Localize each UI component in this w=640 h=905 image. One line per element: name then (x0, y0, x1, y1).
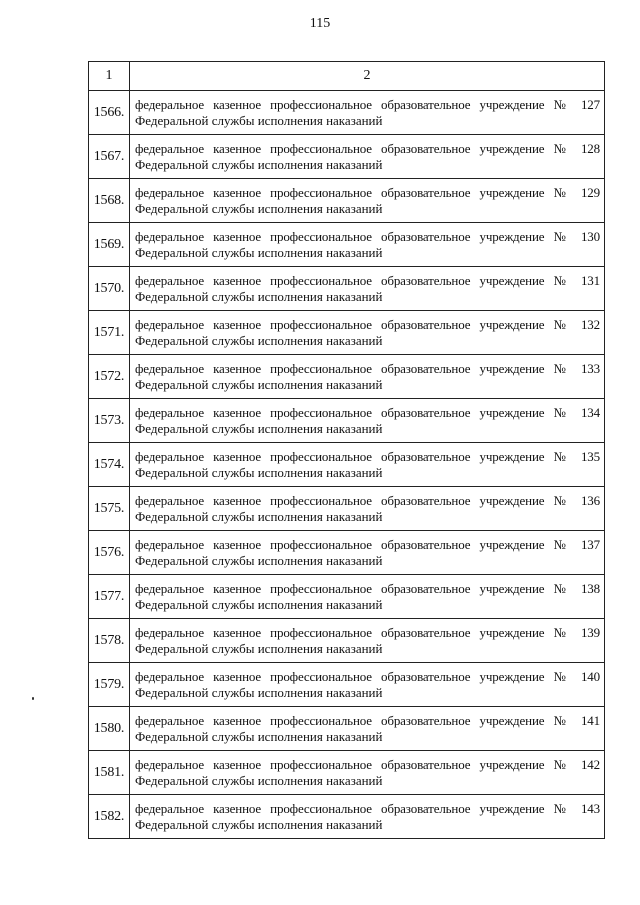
institution-name (130, 355, 605, 399)
institution-name-line-1: федеральное казенное профессиональное образовательное учреждение № 142 (135, 756, 600, 772)
institution-name-line-1: федеральное казенное профессиональное образовательное учреждение № 137 (135, 536, 600, 552)
institution-name (130, 619, 605, 663)
institution-name-line-2: Федеральной службы исполнения наказаний (135, 596, 383, 612)
row-number: 1578. (89, 619, 130, 663)
institution-name-line-2: Федеральной службы исполнения наказаний (135, 640, 383, 656)
row-number: 1581. (89, 751, 130, 795)
institution-name-line-2: Федеральной службы исполнения наказаний (135, 200, 383, 216)
row-number: 1567. (89, 135, 130, 179)
institution-name (130, 223, 605, 267)
table-row (89, 751, 605, 795)
row-number: 1577. (89, 575, 130, 619)
institution-name-line-2: Федеральной службы исполнения наказаний (135, 816, 383, 832)
institution-name-line-2: Федеральной службы исполнения наказаний (135, 332, 383, 348)
institution-name-line-2: Федеральной службы исполнения наказаний (135, 684, 383, 700)
institution-name (130, 267, 605, 311)
table-row (89, 223, 605, 267)
column-header-number: 1 (89, 62, 130, 91)
row-number: 1576. (89, 531, 130, 575)
table-row (89, 575, 605, 619)
institution-name (130, 135, 605, 179)
table-row (89, 179, 605, 223)
institution-name-line-1: федеральное казенное профессиональное образовательное учреждение № 136 (135, 492, 600, 508)
institution-name-line-2: Федеральной службы исполнения наказаний (135, 772, 383, 788)
institution-name-line-1: федеральное казенное профессиональное образовательное учреждение № 139 (135, 624, 600, 640)
table-header-row (89, 62, 605, 91)
table-row (89, 795, 605, 839)
institution-name-line-2: Федеральной службы исполнения наказаний (135, 156, 383, 172)
row-number: 1570. (89, 267, 130, 311)
scan-speck (32, 697, 34, 700)
institution-name-line-1: федеральное казенное профессиональное образовательное учреждение № 143 (135, 800, 600, 816)
institution-name-line-1: федеральное казенное профессиональное образовательное учреждение № 140 (135, 668, 600, 684)
row-number: 1582. (89, 795, 130, 839)
institution-name (130, 531, 605, 575)
column-header-name: 2 (130, 62, 605, 91)
institution-name-line-1: федеральное казенное профессиональное образовательное учреждение № 141 (135, 712, 600, 728)
institution-name-line-2: Федеральной службы исполнения наказаний (135, 288, 383, 304)
table-row (89, 531, 605, 575)
institution-name (130, 311, 605, 355)
institution-name-line-2: Федеральной службы исполнения наказаний (135, 728, 383, 744)
institution-name-line-1: федеральное казенное профессиональное образовательное учреждение № 133 (135, 360, 600, 376)
row-number: 1573. (89, 399, 130, 443)
institution-name (130, 487, 605, 531)
table-row (89, 707, 605, 751)
table-row (89, 663, 605, 707)
institution-name (130, 575, 605, 619)
institution-name-line-2: Федеральной службы исполнения наказаний (135, 552, 383, 568)
institution-name-line-1: федеральное казенное профессиональное образовательное учреждение № 138 (135, 580, 600, 596)
institution-name-line-2: Федеральной службы исполнения наказаний (135, 376, 383, 392)
institution-name-line-2: Федеральной службы исполнения наказаний (135, 420, 383, 436)
row-number: 1569. (89, 223, 130, 267)
institution-name-line-1: федеральное казенное профессиональное образовательное учреждение № 134 (135, 404, 600, 420)
row-number: 1572. (89, 355, 130, 399)
table-row (89, 443, 605, 487)
institution-name (130, 751, 605, 795)
institution-name-line-2: Федеральной службы исполнения наказаний (135, 244, 383, 260)
page-number: 115 (309, 16, 331, 31)
institution-name (130, 399, 605, 443)
table-row (89, 311, 605, 355)
institution-name (130, 707, 605, 751)
institution-name (130, 443, 605, 487)
row-number: 1568. (89, 179, 130, 223)
row-number: 1571. (89, 311, 130, 355)
institution-name-line-1: федеральное казенное профессиональное образовательное учреждение № 132 (135, 316, 600, 332)
institution-name (130, 663, 605, 707)
institution-name-line-1: федеральное казенное профессиональное образовательное учреждение № 135 (135, 448, 600, 464)
institution-name-line-1: федеральное казенное профессиональное образовательное учреждение № 128 (135, 140, 600, 156)
row-number: 1579. (89, 663, 130, 707)
institution-name-line-2: Федеральной службы исполнения наказаний (135, 112, 383, 128)
row-number: 1566. (89, 91, 130, 135)
institution-name (130, 91, 605, 135)
institution-name (130, 179, 605, 223)
institution-name-line-1: федеральное казенное профессиональное образовательное учреждение № 131 (135, 272, 600, 288)
institution-name-line-1: федеральное казенное профессиональное образовательное учреждение № 130 (135, 228, 600, 244)
row-number: 1574. (89, 443, 130, 487)
institution-name (130, 795, 605, 839)
institution-name-line-1: федеральное казенное профессиональное образовательное учреждение № 127 (135, 96, 600, 112)
table-row (89, 487, 605, 531)
row-number: 1575. (89, 487, 130, 531)
registry-table (88, 61, 605, 839)
table-row (89, 619, 605, 663)
table-row (89, 355, 605, 399)
institution-name-line-1: федеральное казенное профессиональное образовательное учреждение № 129 (135, 184, 600, 200)
row-number: 1580. (89, 707, 130, 751)
institution-name-line-2: Федеральной службы исполнения наказаний (135, 464, 383, 480)
table-row (89, 91, 605, 135)
institution-name-line-2: Федеральной службы исполнения наказаний (135, 508, 383, 524)
table-row (89, 267, 605, 311)
table-row (89, 135, 605, 179)
table-row (89, 399, 605, 443)
